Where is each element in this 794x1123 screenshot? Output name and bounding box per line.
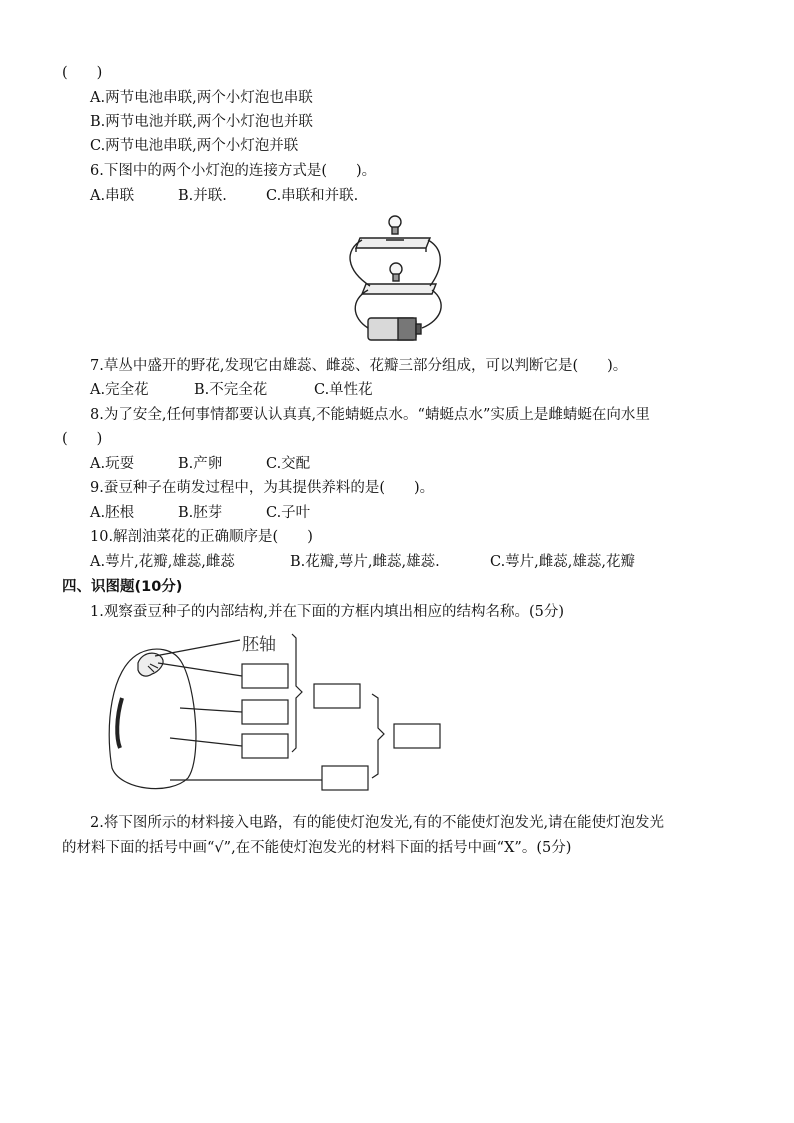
q6-option-a: A.串联 (90, 188, 135, 204)
q6-option-b: B.并联. (178, 188, 227, 204)
q6-stem: 6.下图中的两个小灯泡的连接方式是( )。 (90, 163, 377, 179)
q7-option-a: A.完全花 (90, 382, 149, 398)
q10-option-c: C.萼片,雌蕊,雄蕊,花瓣 (490, 554, 636, 570)
circuit-diagram (350, 210, 440, 350)
q10-option-b: B.花瓣,萼片,雌蕊,雄蕊. (290, 554, 440, 570)
q9-stem: 9.蚕豆种子在萌发过程中，为其提供养料的是( )。 (90, 480, 435, 496)
q9-option-c: C.子叶 (266, 505, 311, 521)
q8-option-c: C.交配 (266, 456, 311, 472)
q7-option-c: C.单性花 (314, 382, 373, 398)
section-4-q2-line2: 的材料下面的括号中画“√”,在不能使灯泡发光的材料下面的括号中画“X”。(5分) (62, 840, 572, 856)
q8-answer-bracket: ( ) (62, 431, 103, 447)
q5-option-b: B.两节电池并联,两个小灯泡也并联 (90, 114, 313, 130)
section-4-q1: 1.观察蚕豆种子的内部结构,并在下面的方框内填出相应的结构名称。(5分) (90, 604, 564, 620)
q10-stem: 10.解剖油菜花的正确顺序是( ) (90, 529, 313, 545)
q9-option-b: B.胚芽 (178, 505, 223, 521)
q8-stem: 8.为了安全,任何事情都要认认真真,不能蜻蜓点水。“蜻蜓点水”实质上是雌蜻蜓在向水里 (90, 407, 650, 423)
q5-option-c: C.两节电池串联,两个小灯泡并联 (90, 138, 299, 154)
q9-option-a: A.胚根 (90, 505, 135, 521)
q7-stem: 7.草丛中盛开的野花,发现它由雄蕊、雌蕊、花瓣三部分组成，可以判断它是( )。 (90, 358, 628, 374)
q6-option-c: C.串联和并联. (266, 188, 359, 204)
q10-option-a: A.萼片,花瓣,雄蕊,雌蕊 (90, 554, 235, 570)
q8-option-b: B.产卵 (178, 456, 223, 472)
section-4-q2-line1: 2.将下图所示的材料接入电路，有的能使灯泡发光,有的不能使灯泡发光,请在能使灯泡发光 (90, 815, 665, 831)
q5-answer-bracket: ( ) (62, 65, 103, 81)
hypocotyl-label: 胚轴 (242, 635, 276, 655)
q8-option-a: A.玩耍 (90, 456, 135, 472)
q7-option-b: B.不完全花 (194, 382, 268, 398)
section-4-title: 四、识图题(10分) (62, 579, 183, 595)
q5-option-a: A.两节电池串联,两个小灯泡也串联 (90, 90, 313, 106)
broad-bean-seed-diagram (100, 628, 450, 798)
